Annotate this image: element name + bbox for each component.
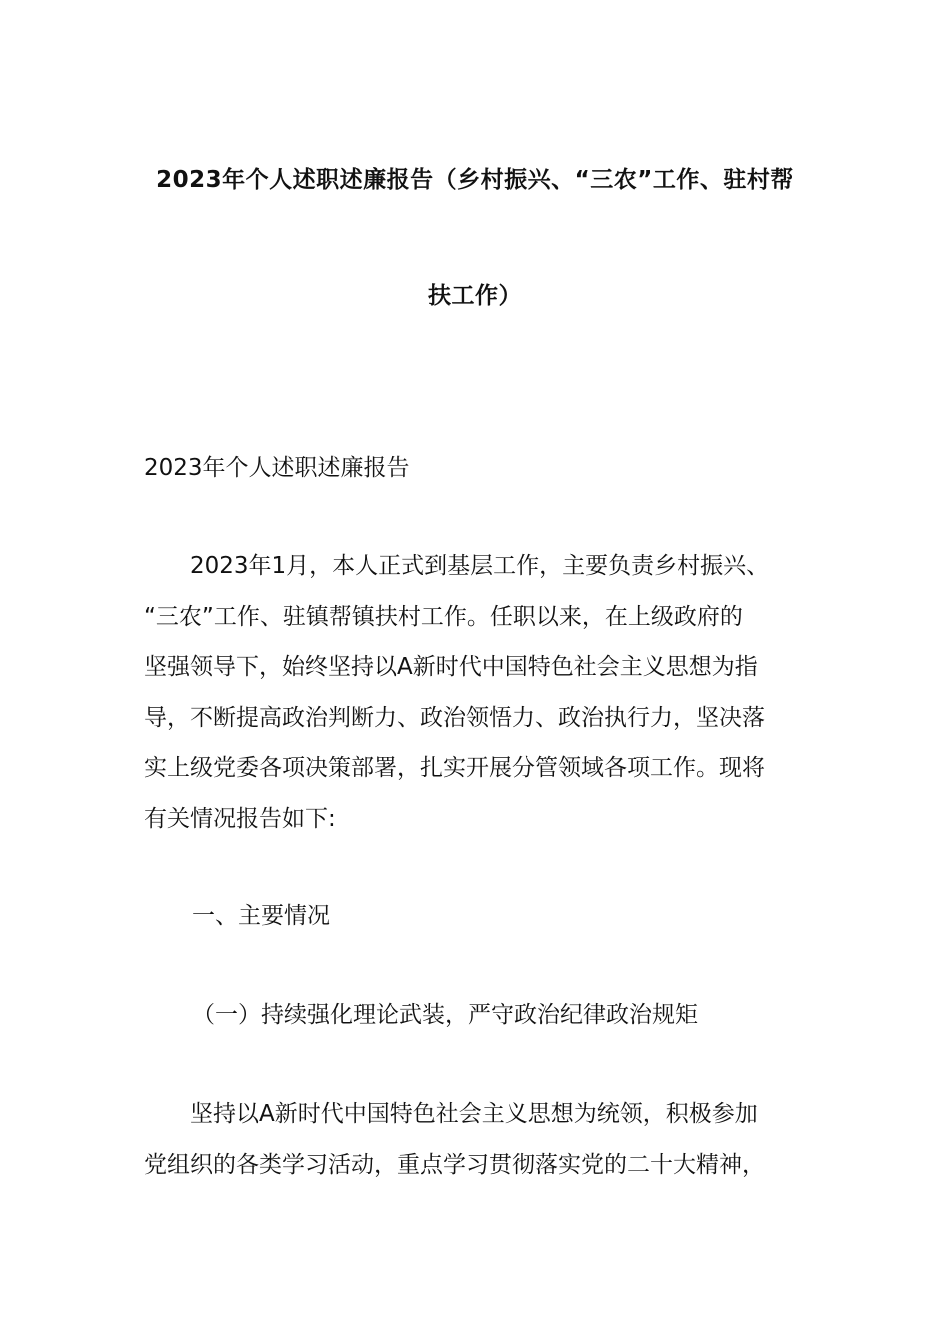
paragraph-line: 实上级党委各项决策部署，扎实开展分管领域各项工作。现将 [144, 755, 765, 781]
section-heading-main: 一、主要情况 [192, 903, 330, 929]
paragraph-line: 2023年1月，本人正式到基层工作，主要负责乡村振兴、 [144, 553, 770, 579]
section-heading-sub: （一）持续强化理论武装，严守政治纪律政治规矩 [192, 1002, 698, 1028]
paragraph-line: 坚持以A新时代中国特色社会主义思想为统领，积极参加 [144, 1101, 758, 1127]
paragraph-line: 党组织的各类学习活动，重点学习贯彻落实党的二十大精神， [144, 1151, 765, 1178]
paragraph-intro [144, 541, 810, 844]
document-title-line-2: 扶工作） [428, 283, 522, 309]
document-title-line-1: 2023年个人述职述廉报告（乡村振兴、“三农”工作、驻村帮 [156, 167, 794, 193]
paragraph-line: 坚强领导下，始终坚持以A新时代中国特色社会主义思想为指 [144, 654, 758, 680]
paragraph-line: 有关情况报告如下: [144, 805, 336, 832]
paragraph-line: 导，不断提高政治判断力、政治领悟力、政治执行力，坚决落 [144, 704, 765, 731]
paragraph-theory [144, 1089, 810, 1190]
report-subtitle: 2023年个人述职述廉报告 [144, 455, 410, 481]
paragraph-line: “三农”工作、驻镇帮镇扶村工作。任职以来，在上级政府的 [144, 603, 743, 630]
